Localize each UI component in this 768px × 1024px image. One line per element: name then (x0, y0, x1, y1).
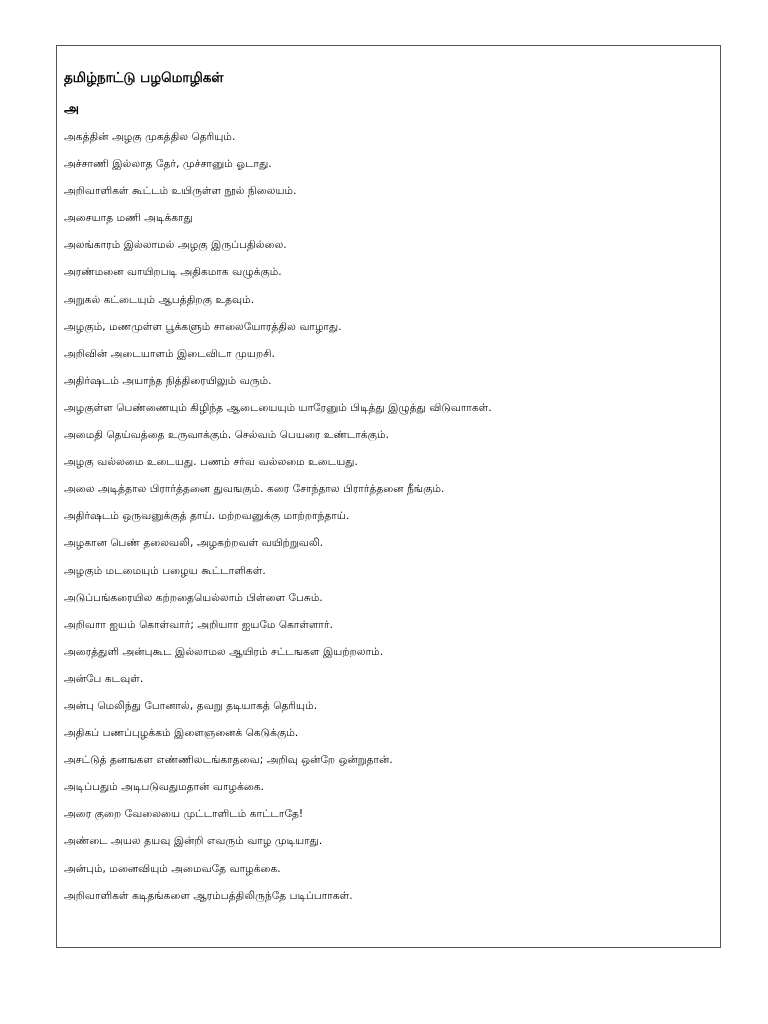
proverb-item: அறுகல் கட்டையும் ஆபத்திறகு உதவும். (64, 293, 255, 306)
proverb-list (64, 130, 492, 916)
proverb-item: அகத்தின் அழகு முகத்தில தெரியும். (64, 131, 236, 143)
proverb-item: அறிவாா ஐயம் கொள்வார்; அறியாா ஐயமே கொள்ளார். (64, 618, 334, 631)
proverb-item: அறிவின் அடையாளம் இடைவிடா முயறசி. (64, 347, 275, 360)
proverb-item: அறிவாளிகள் கடிதங்களை ஆரம்பத்திலிருந்தே படிப்பாாகள். (64, 889, 353, 902)
proverb-item: அசையாத மணி அடிக்காது (64, 212, 193, 225)
proverb-item: அரைத்துளி அன்புகூட இல்லாமல ஆயிரம் சட்டஙகள இயற்றலாம். (64, 645, 384, 658)
proverb-item: அழகான பெண் தலைவலி, அழகற்றவள் வயிற்றுவலி. (64, 537, 324, 550)
document-title: தமிழ்நாட்டு பழமொழிகள் (64, 70, 224, 86)
proverb-item: அதிர்ஷடம் அயாந்த நித்திரையிலும் வரும். (64, 374, 272, 387)
section-heading-letter: அ (64, 101, 80, 117)
proverb-item: அன்பு மெலிந்து போனால், தவறு தடியாகத் தெரியும். (64, 699, 318, 712)
proverb-item: அழகுள்ள பெண்ணையும் கிழிந்த ஆடையையும் யாரேனும் பிடித்து இழுத்து விடுவாாகள். (64, 401, 492, 414)
proverb-item: அடிப்பதும் அடிபடுவதுமதான் வாழக்கை. (64, 781, 265, 794)
proverb-item: அழகு வல்லமை உடையது. பணம் சர்வ வல்லமை உடையது. (64, 456, 358, 469)
proverb-item: அதிர்ஷடம் ஒருவனுக்குத் தாய். மற்றவனுக்கு மாற்றாந்தாய். (64, 510, 350, 523)
proverb-item: அன்பே கடவுள். (64, 672, 144, 685)
proverb-item: அரை குறை வேலையை முட்டாளிடம் காட்டாதே! (64, 808, 304, 821)
proverb-item: அண்டை அயல தயவு இன்றி எவரும் வாழ முடியாது. (64, 835, 323, 848)
proverb-item: அழகும் மடமையும் பழைய கூட்டாளிகள். (64, 564, 266, 577)
proverb-item: அலங்காரம் இல்லாமல் அழகு இருப்பதில்லை. (64, 239, 287, 252)
proverb-item: அதிகப் பணப்புழக்கம் இளைஞனைக் கெடுக்கும். (64, 727, 299, 740)
proverb-item: அழகும், மணமுள்ள பூக்களும் சாலையோரத்தில வாழாது. (64, 320, 342, 333)
proverb-item: அசட்டுத் தனஙகள எண்ணிலடங்காதவை; அறிவு ஒன்றே ஒன்றுதான். (64, 754, 393, 767)
proverb-item: அன்பும், மனைவியும் அமைவதே வாழக்கை. (64, 862, 281, 875)
proverb-item: அமைதி தெய்வத்தை உருவாக்கும். செல்வம் பெயரை உண்டாக்கும். (64, 429, 390, 442)
proverb-item: அச்சாணி இல்லாத தேர், முச்சானும் ஓடாது. (64, 158, 272, 171)
proverb-item: அரண்மனை வாயிறபடி அதிகமாக வழுக்கும். (64, 266, 282, 279)
proverb-item: அறிவாளிகள் கூட்டம் உயிருள்ள நூல் நிலையம். (64, 185, 297, 198)
proverb-item: அடுப்பங்கரையில கற்றதையெல்லாம் பிள்ளை பேசும். (64, 591, 323, 604)
proverb-item: அலை அடித்தால பிரார்த்தனை துவஙகும். கரை சோந்தால பிரார்த்தனை நீங்கும். (64, 483, 445, 496)
